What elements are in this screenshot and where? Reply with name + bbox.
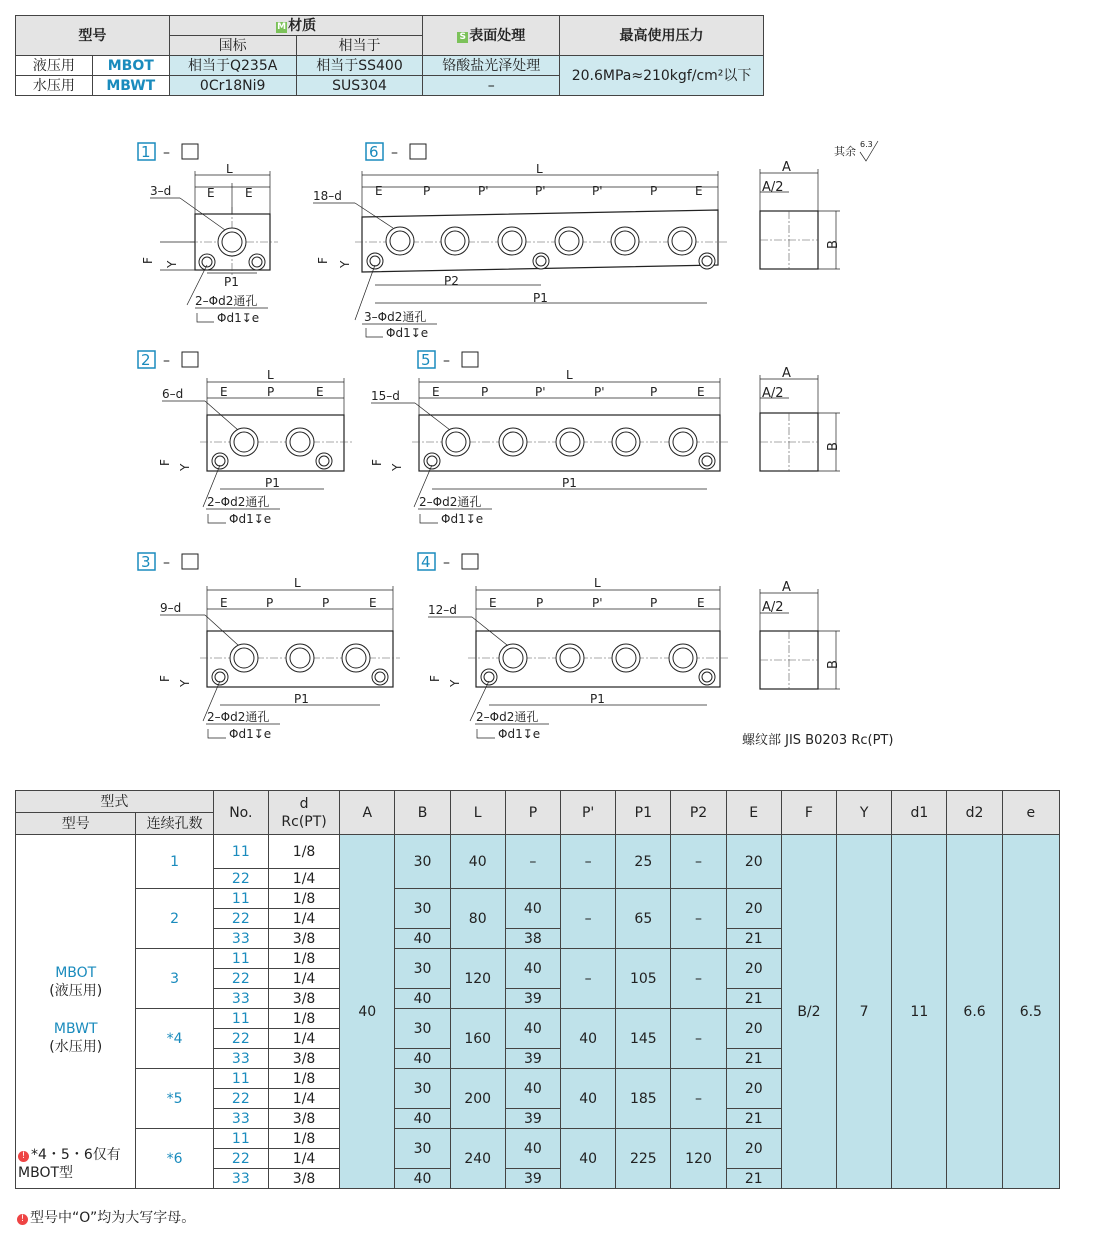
svg-text:–: – <box>443 555 450 571</box>
svg-text:9–d: 9–d <box>160 601 182 615</box>
table-row: 2 11 1/8 30 80 40 – 65 – 20 <box>16 889 1060 909</box>
table-row: 液压用 MBOT 相当于Q235A 相当于SS400 铬酸盐光泽处理 20.6MPa≈210kgf/cm²以下 <box>16 56 764 76</box>
svg-text:P: P <box>322 596 330 610</box>
svg-text:A: A <box>782 366 791 381</box>
svg-text:E: E <box>220 596 228 610</box>
svg-text:E: E <box>369 596 377 610</box>
svg-text:P1: P1 <box>224 275 239 289</box>
svg-text:P1: P1 <box>294 692 309 706</box>
spec-table: 型式 No. d Rc(PT) A B L P P' P1 P2 E F Y d1 d2 e 型号 连续孔数 MBOT (液压用) MBWT (水压用) ! *4・5・6仅有MBOT型 1 11 1/8 40 30 40 – – 25 – 20 B/2 7 11 6.6 6.5 22 1/4 2 11 1/8 30 80 40 – 65 – 20 22 1/4 33 3/8 40 38 21 3 11 1/8 30 120 40 – 105 – 20 22 1/4 33 3/8 40 39 21 *4 11 1/8 30 160 40 40 145 – 20 22 1/4 33 3/8 40 39 21 *5 11 1/8 30 200 40 40 185 – 20 22 1/4 33 3/8 40 39 21 *6 11 1/8 30 240 40 40 225 120 20 22 1/4 33 3/8 40 39 21 <box>15 790 1060 1189</box>
svg-text:12–d: 12–d <box>428 603 457 617</box>
svg-text:Y: Y <box>178 679 192 687</box>
table-row: 3 11 1/8 30 120 40 – 105 – 20 <box>16 949 1060 969</box>
svg-text:E: E <box>207 186 215 200</box>
warning-icon: ! <box>17 1214 28 1225</box>
table-row: *4 11 1/8 30 160 40 40 145 – 20 <box>16 1009 1060 1029</box>
svg-text:E: E <box>432 385 440 399</box>
svg-text:Y: Y <box>448 679 462 687</box>
svg-text:L: L <box>294 576 301 590</box>
svg-text:6–d: 6–d <box>162 387 184 401</box>
svg-text:P': P' <box>478 184 489 198</box>
table-row: *6 11 1/8 30 240 40 40 225 120 20 <box>16 1129 1060 1149</box>
table-row: 33 3/8 40 39 21 <box>16 989 1060 1009</box>
drawing-variant-4 <box>418 553 728 741</box>
drawing-variant-2 <box>138 351 352 526</box>
svg-text:2–Φd2通孔: 2–Φd2通孔 <box>419 495 482 509</box>
svg-text:Y: Y <box>165 260 179 268</box>
svg-text:15–d: 15–d <box>371 389 400 403</box>
svg-text:P': P' <box>535 385 546 399</box>
svg-text:–: – <box>391 145 398 161</box>
footnote: ! 型号中“O”均为大写字母。 <box>17 1207 195 1227</box>
mat-header-surface: S 表面处理 <box>423 16 560 56</box>
svg-text:–: – <box>443 353 450 369</box>
side-view-3 <box>760 580 841 689</box>
table-row: 22 1/4 <box>16 869 1060 889</box>
svg-text:3–d: 3–d <box>150 184 172 198</box>
svg-text:E: E <box>220 385 228 399</box>
svg-text:A/2: A/2 <box>762 600 784 615</box>
svg-text:P: P <box>650 596 658 610</box>
material-table <box>15 15 764 96</box>
svg-text:–: – <box>163 555 170 571</box>
table-row: 33 3/8 40 39 21 <box>16 1109 1060 1129</box>
svg-text:P: P <box>650 184 658 198</box>
svg-text:F: F <box>141 257 155 264</box>
svg-text:P: P <box>481 385 489 399</box>
side-view-2 <box>760 366 841 471</box>
svg-text:2: 2 <box>141 351 151 369</box>
svg-text:B: B <box>826 660 841 669</box>
svg-text:E: E <box>697 385 705 399</box>
svg-text:A: A <box>782 580 791 595</box>
table-row: 33 3/8 40 38 21 <box>16 929 1060 949</box>
mat-header-material: M 材质 <box>169 16 423 36</box>
svg-text:B: B <box>826 442 841 451</box>
drawing-variant-6 <box>313 143 728 340</box>
svg-text:B: B <box>826 240 841 249</box>
svg-text:E: E <box>489 596 497 610</box>
svg-text:P': P' <box>592 596 603 610</box>
svg-text:P1: P1 <box>265 476 280 490</box>
svg-text:2–Φd2通孔: 2–Φd2通孔 <box>207 495 270 509</box>
svg-text:L: L <box>267 368 274 382</box>
svg-text:L: L <box>566 368 573 382</box>
svg-text:L: L <box>594 576 601 590</box>
model-cell: MBOT (液压用) MBWT (水压用) ! *4・5・6仅有MBOT型 <box>16 835 136 1189</box>
svg-text:P: P <box>423 184 431 198</box>
svg-text:Y: Y <box>390 463 404 471</box>
table-row: 水压用 MBWT 0Cr18Ni9 SUS304 – <box>16 76 764 96</box>
pressure-value: 20.6MPa≈210kgf/cm²以下 <box>560 56 764 96</box>
svg-text:1: 1 <box>141 143 151 161</box>
svg-text:Φd1↧e: Φd1↧e <box>386 326 429 340</box>
svg-text:P': P' <box>594 385 605 399</box>
side-view-1 <box>760 160 841 269</box>
technical-drawings <box>0 125 1098 765</box>
table-row: 22 1/4 <box>16 1029 1060 1049</box>
svg-text:E: E <box>695 184 703 198</box>
svg-text:2–Φd2通孔: 2–Φd2通孔 <box>195 294 258 308</box>
svg-text:2–Φd2通孔: 2–Φd2通孔 <box>207 710 270 724</box>
svg-text:P2: P2 <box>444 274 459 288</box>
svg-text:3–Φd2通孔: 3–Φd2通孔 <box>364 310 427 324</box>
svg-text:A/2: A/2 <box>762 386 784 401</box>
roughness-label: 其余 <box>834 145 856 158</box>
table-row: 33 3/8 40 39 21 <box>16 1169 1060 1189</box>
svg-text:F: F <box>428 675 442 682</box>
drawing-variant-5 <box>370 351 728 526</box>
spec-header-type: 型式 <box>16 791 214 813</box>
table-row: *5 11 1/8 30 200 40 40 185 – 20 <box>16 1069 1060 1089</box>
svg-text:Y: Y <box>338 260 352 268</box>
thread-note: 螺纹部 JIS B0203 Rc(PT) <box>742 733 894 748</box>
roughness-value: 6.3 <box>860 140 873 149</box>
svg-text:E: E <box>245 186 253 200</box>
svg-text:4: 4 <box>421 553 431 571</box>
svg-text:P: P <box>536 596 544 610</box>
svg-text:E: E <box>697 596 705 610</box>
mat-header-equiv: 相当于 <box>296 36 423 56</box>
table-row: 22 1/4 <box>16 1089 1060 1109</box>
svg-text:A/2: A/2 <box>762 180 784 195</box>
svg-text:3: 3 <box>141 553 151 571</box>
svg-text:P1: P1 <box>590 692 605 706</box>
table-row: MBOT (液压用) MBWT (水压用) ! *4・5・6仅有MBOT型 1 11 1/8 40 30 40 – – 25 – 20 B/2 7 11 6.6 6.5 <box>16 835 1060 869</box>
table-row: 33 3/8 40 39 21 <box>16 1049 1060 1069</box>
svg-text:Φd1↧e: Φd1↧e <box>441 512 484 526</box>
svg-text:5: 5 <box>421 351 431 369</box>
material-badge-icon: M <box>277 21 287 32</box>
mat-header-pressure: 最高使用压力 <box>560 16 764 56</box>
svg-text:2–Φd2通孔: 2–Φd2通孔 <box>476 710 539 724</box>
warning-icon: ! <box>18 1151 29 1162</box>
svg-text:A: A <box>782 160 791 175</box>
table-row: 22 1/4 <box>16 969 1060 989</box>
svg-text:18–d: 18–d <box>313 189 342 203</box>
surface-badge-icon: S <box>457 32 468 43</box>
svg-text:F: F <box>158 459 172 466</box>
drawing-variant-3 <box>138 553 400 741</box>
mat-header-gb: 国标 <box>169 36 296 56</box>
table-row: 22 1/4 <box>16 1149 1060 1169</box>
svg-text:P': P' <box>535 184 546 198</box>
svg-text:P1: P1 <box>533 291 548 305</box>
svg-text:P1: P1 <box>562 476 577 490</box>
svg-text:L: L <box>536 162 543 176</box>
svg-text:Φd1↧e: Φd1↧e <box>217 311 260 325</box>
svg-text:F: F <box>316 257 330 264</box>
svg-text:P: P <box>650 385 658 399</box>
svg-text:F: F <box>370 459 384 466</box>
svg-text:P: P <box>266 596 274 610</box>
svg-text:–: – <box>163 145 170 161</box>
svg-text:6: 6 <box>369 143 379 161</box>
svg-text:–: – <box>163 353 170 369</box>
svg-text:E: E <box>375 184 383 198</box>
mat-header-model: 型号 <box>16 16 170 56</box>
svg-text:L: L <box>226 162 233 176</box>
svg-text:Φd1↧e: Φd1↧e <box>229 727 272 741</box>
table-row: 22 1/4 <box>16 909 1060 929</box>
svg-text:E: E <box>316 385 324 399</box>
svg-text:Y: Y <box>178 463 192 471</box>
svg-text:P: P <box>267 385 275 399</box>
drawing-variant-1 <box>138 143 278 325</box>
svg-text:Φd1↧e: Φd1↧e <box>498 727 541 741</box>
svg-text:Φd1↧e: Φd1↧e <box>229 512 272 526</box>
svg-text:P': P' <box>592 184 603 198</box>
svg-text:F: F <box>158 675 172 682</box>
